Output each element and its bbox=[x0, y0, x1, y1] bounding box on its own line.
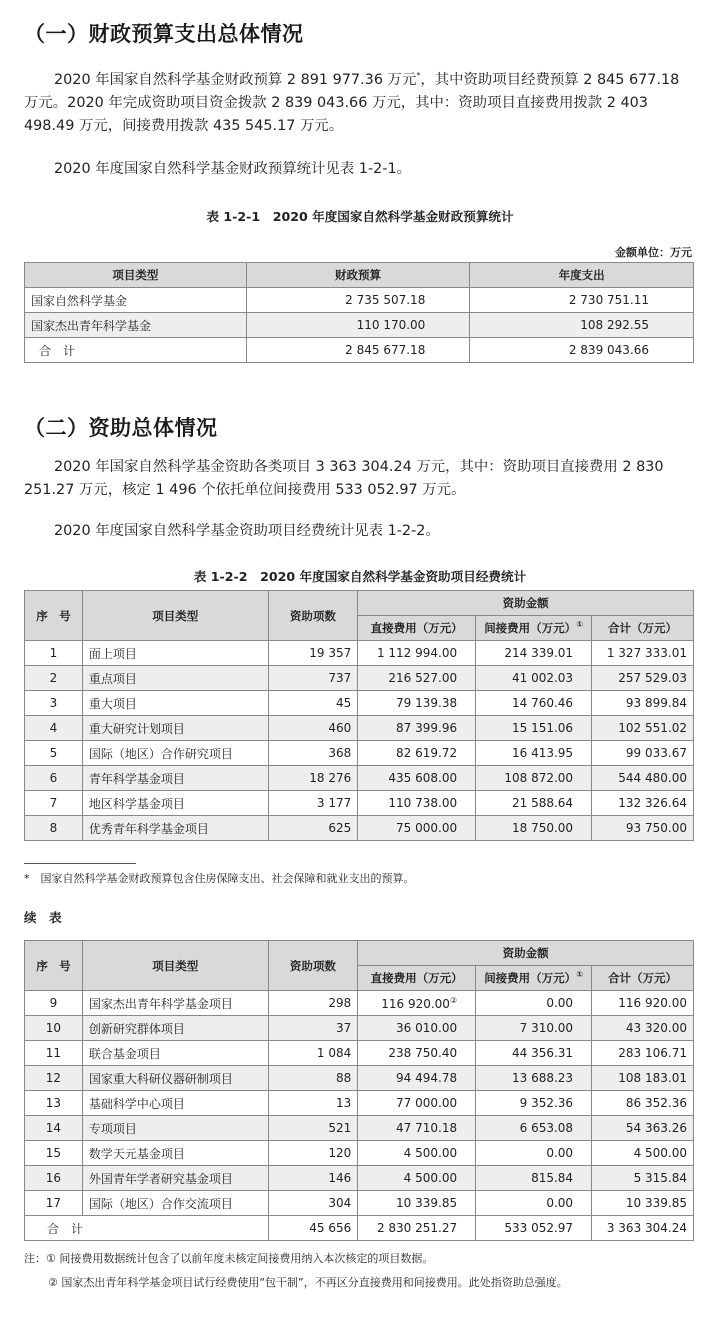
table-cell bbox=[592, 716, 694, 741]
table-cell bbox=[82, 1191, 268, 1216]
cell-value: 1 112 994.00 bbox=[376, 646, 458, 660]
cell-value: 99 033.67 bbox=[625, 746, 687, 760]
cell-value: 1 327 333.01 bbox=[606, 646, 687, 660]
cell-value: 16 413.95 bbox=[511, 746, 574, 760]
table-cell bbox=[82, 741, 268, 766]
table3-header-row bbox=[25, 941, 694, 966]
cell-value: 116 920.00 bbox=[618, 996, 687, 1010]
table-row bbox=[25, 1116, 694, 1141]
cell-value: 11 bbox=[45, 1046, 62, 1060]
cell-value: 10 339.85 bbox=[396, 1196, 458, 1210]
table-cell bbox=[25, 691, 83, 716]
table-cell bbox=[82, 1091, 268, 1116]
table-row bbox=[25, 766, 694, 791]
table1-header-spent: 年度支出 bbox=[470, 263, 694, 288]
table-cell bbox=[592, 1041, 694, 1066]
cell-value: 17 bbox=[45, 1196, 62, 1210]
cell-value: 7 bbox=[49, 796, 58, 810]
table-cell bbox=[268, 991, 358, 1016]
note-1: 注：① 间接费用数据统计包含了以前年度未核定间接费用纳入本次核定的项目数据。 bbox=[24, 1252, 434, 1265]
table2-header-indirect bbox=[476, 616, 592, 641]
table-cell bbox=[358, 716, 476, 741]
table1-header-type: 项目类型 bbox=[25, 263, 247, 288]
table-cell bbox=[25, 1191, 83, 1216]
table-row bbox=[25, 991, 694, 1016]
table-row bbox=[25, 791, 694, 816]
cell-value: 5 315.84 bbox=[633, 1171, 687, 1185]
cell-value: 21 588.64 bbox=[511, 796, 574, 810]
cell-value: 青年科学基金项目 bbox=[88, 771, 185, 786]
cell-value: 1 084 bbox=[316, 1046, 352, 1060]
table-row bbox=[25, 1191, 694, 1216]
cell-value: 0.00 bbox=[546, 996, 574, 1010]
table-cell bbox=[476, 991, 592, 1016]
table-cell bbox=[476, 766, 592, 791]
cell-value: 5 bbox=[49, 746, 58, 760]
cell-value: 82 619.72 bbox=[396, 746, 458, 760]
cell-value: 44 356.31 bbox=[511, 1046, 574, 1060]
table-cell bbox=[476, 1066, 592, 1091]
table-row bbox=[25, 1091, 694, 1116]
table3-header-count: 资助项数 bbox=[268, 941, 358, 991]
table2-continued bbox=[24, 940, 694, 1241]
table-cell bbox=[82, 1141, 268, 1166]
table-cell bbox=[82, 1016, 268, 1041]
cell-value: 创新研究群体项目 bbox=[88, 1021, 185, 1036]
table-row bbox=[25, 691, 694, 716]
paragraph-table-ref-2: 2020 年度国家自然科学基金资助项目经费统计见表 1-2-2。 bbox=[54, 523, 440, 539]
table1-cell: 110 170.00 bbox=[246, 313, 470, 338]
cell-value: 47 710.18 bbox=[396, 1121, 458, 1135]
table-row bbox=[25, 338, 694, 363]
note-2: ② 国家杰出青年科学基金项目试行经费使用“包干制”，不再区分直接费用和间接费用。此处指资助总强度。 bbox=[48, 1276, 568, 1289]
table-cell bbox=[268, 1066, 358, 1091]
cell-value: 75 000.00 bbox=[396, 821, 458, 835]
table-cell bbox=[592, 741, 694, 766]
cell-value: 110 738.00 bbox=[388, 796, 458, 810]
cell-value: 94 494.78 bbox=[396, 1071, 458, 1085]
table-cell bbox=[25, 1041, 83, 1066]
table-cell bbox=[592, 1116, 694, 1141]
table1-cell: 2 845 677.18 bbox=[246, 338, 470, 363]
footnote-star: * 国家自然科学基金财政预算包含住房保障支出、社会保障和就业支出的预算。 bbox=[24, 872, 415, 885]
cell-value: 460 bbox=[328, 721, 352, 735]
cell-value: 19 357 bbox=[309, 646, 352, 660]
cell-value: 132 326.64 bbox=[618, 796, 687, 810]
cell-value: 13 688.23 bbox=[511, 1071, 574, 1085]
cell-value: 43 320.00 bbox=[625, 1021, 687, 1035]
section-heading-funding: （二）资助总体情况 bbox=[24, 416, 218, 440]
cell-value: 优秀青年科学基金项目 bbox=[88, 821, 209, 836]
table-cell bbox=[82, 691, 268, 716]
cell-value: 1 bbox=[49, 646, 58, 660]
table-cell bbox=[476, 666, 592, 691]
table-cell bbox=[358, 1016, 476, 1041]
table-cell bbox=[592, 1016, 694, 1041]
table-cell bbox=[25, 666, 83, 691]
total-indirect: 533 052.97 bbox=[476, 1216, 592, 1241]
table-cell bbox=[358, 1141, 476, 1166]
table-row bbox=[25, 1041, 694, 1066]
table3-header-seq: 序 号 bbox=[25, 941, 83, 991]
paragraph-budget-summary bbox=[24, 64, 696, 138]
table1-cell: 108 292.55 bbox=[470, 313, 694, 338]
cell-value: 37 bbox=[335, 1021, 352, 1035]
table-row bbox=[25, 716, 694, 741]
table-cell bbox=[268, 1191, 358, 1216]
cell-value: 368 bbox=[328, 746, 352, 760]
table-cell bbox=[82, 1116, 268, 1141]
indirect-label: 间接费用（万元） bbox=[484, 971, 577, 985]
cell-value: 93 899.84 bbox=[625, 696, 687, 710]
cell-value: 重点项目 bbox=[88, 671, 137, 686]
table-row bbox=[25, 741, 694, 766]
table-cell bbox=[82, 816, 268, 841]
cell-value: 304 bbox=[328, 1196, 352, 1210]
table2-body bbox=[25, 641, 694, 841]
table-cell bbox=[82, 991, 268, 1016]
table2-caption: 表 1-2-2 2020 年度国家自然科学基金资助项目经费统计 bbox=[193, 569, 527, 584]
cell-value: 521 bbox=[328, 1121, 352, 1135]
table-cell bbox=[358, 641, 476, 666]
table-cell bbox=[82, 1041, 268, 1066]
table-cell bbox=[268, 641, 358, 666]
table1-budget bbox=[24, 262, 694, 363]
table2-header-row bbox=[25, 591, 694, 616]
table-cell bbox=[592, 1091, 694, 1116]
table3-header-type: 项目类型 bbox=[82, 941, 268, 991]
table-cell bbox=[476, 1041, 592, 1066]
table3-body bbox=[25, 991, 694, 1216]
table-cell bbox=[592, 1141, 694, 1166]
table1-cell: 2 735 507.18 bbox=[246, 288, 470, 313]
table-cell bbox=[592, 1166, 694, 1191]
cell-value: 专项项目 bbox=[88, 1121, 137, 1136]
cell-value: 13 bbox=[45, 1096, 62, 1110]
table-cell bbox=[592, 791, 694, 816]
table-cell bbox=[268, 691, 358, 716]
cell-value: 2 bbox=[49, 671, 58, 685]
table-cell bbox=[358, 741, 476, 766]
table-cell bbox=[358, 991, 476, 1016]
table-cell bbox=[358, 791, 476, 816]
table-cell bbox=[25, 1066, 83, 1091]
table-cell bbox=[82, 666, 268, 691]
cell-value: 国家杰出青年科学基金项目 bbox=[88, 996, 233, 1011]
table-cell bbox=[476, 1116, 592, 1141]
table2-header-count: 资助项数 bbox=[268, 591, 358, 641]
note-marker-1: ① bbox=[576, 970, 583, 980]
cell-value: 国际（地区）合作交流项目 bbox=[88, 1196, 233, 1211]
table-cell bbox=[592, 1066, 694, 1091]
cell-value: 数学天元基金项目 bbox=[88, 1146, 185, 1161]
cell-value: 87 399.96 bbox=[396, 721, 458, 735]
table-cell bbox=[476, 1141, 592, 1166]
paragraph-funding-summary: 2020 年国家自然科学基金资助各类项目 3 363 304.24 万元，其中：资助项目直接费用 2 830 251.27 万元，核定 1 496 个依托单位间接费用 533 052.97 万元。 bbox=[24, 459, 664, 498]
cell-value: 45 bbox=[335, 696, 352, 710]
table-cell bbox=[358, 1166, 476, 1191]
table-row bbox=[25, 1141, 694, 1166]
table-cell bbox=[476, 716, 592, 741]
cell-value: 18 750.00 bbox=[511, 821, 574, 835]
table-cell bbox=[268, 766, 358, 791]
table-cell bbox=[592, 766, 694, 791]
table-cell bbox=[358, 666, 476, 691]
table1-cell: 2 730 751.11 bbox=[470, 288, 694, 313]
table-cell bbox=[25, 1091, 83, 1116]
cell-value: 298 bbox=[328, 996, 352, 1010]
table-cell bbox=[592, 641, 694, 666]
cell-value: 重大研究计划项目 bbox=[88, 721, 185, 736]
table-cell bbox=[358, 766, 476, 791]
table-cell bbox=[25, 1141, 83, 1166]
cell-value: 0.00 bbox=[546, 1196, 574, 1210]
cell-value: 7 310.00 bbox=[519, 1021, 574, 1035]
cell-value: 737 bbox=[328, 671, 352, 685]
cell-value: 625 bbox=[328, 821, 352, 835]
table-row bbox=[25, 313, 694, 338]
table-cell bbox=[358, 1191, 476, 1216]
cell-value: 15 bbox=[45, 1146, 62, 1160]
cell-value: 外国青年学者研究基金项目 bbox=[88, 1171, 233, 1186]
cell-value: 重大项目 bbox=[88, 696, 137, 711]
cell-value: 8 bbox=[49, 821, 58, 835]
total-direct: 2 830 251.27 bbox=[358, 1216, 476, 1241]
cell-value: 36 010.00 bbox=[396, 1021, 458, 1035]
table1-cell: 国家自然科学基金 bbox=[25, 288, 247, 313]
cell-value: 4 500.00 bbox=[403, 1146, 458, 1160]
table-cell bbox=[268, 1091, 358, 1116]
cell-value: 54 363.26 bbox=[625, 1121, 687, 1135]
table-cell bbox=[268, 1016, 358, 1041]
table1-cell: 国家杰出青年科学基金 bbox=[25, 313, 247, 338]
table-cell bbox=[476, 741, 592, 766]
footnote-marker-star: * bbox=[416, 71, 421, 80]
table-cell bbox=[358, 816, 476, 841]
table-cell bbox=[25, 791, 83, 816]
table-cell bbox=[82, 641, 268, 666]
table-cell bbox=[25, 1016, 83, 1041]
cell-value: 4 500.00 bbox=[633, 1146, 687, 1160]
cell-value: 基础科学中心项目 bbox=[88, 1096, 185, 1111]
table-cell bbox=[82, 716, 268, 741]
note-marker-1: ① bbox=[576, 620, 583, 630]
table3-header-direct: 直接费用（万元） bbox=[358, 966, 476, 991]
cell-value: 257 529.03 bbox=[618, 671, 687, 685]
table-cell bbox=[476, 1166, 592, 1191]
table-row bbox=[25, 666, 694, 691]
table3-header-total: 合计（万元） bbox=[592, 966, 694, 991]
table-cell bbox=[268, 1116, 358, 1141]
cell-value: 10 bbox=[45, 1021, 62, 1035]
table-cell bbox=[268, 1166, 358, 1191]
table1-header-row bbox=[25, 263, 694, 288]
table-row bbox=[25, 1016, 694, 1041]
table2-header-total: 合计（万元） bbox=[592, 616, 694, 641]
cell-value: 国际（地区）合作研究项目 bbox=[88, 746, 233, 761]
table-cell bbox=[476, 1016, 592, 1041]
cell-value: 544 480.00 bbox=[618, 771, 687, 785]
table-cell bbox=[476, 816, 592, 841]
total-label: 合 计 bbox=[25, 1216, 269, 1241]
table-cell bbox=[592, 1191, 694, 1216]
table-cell bbox=[82, 791, 268, 816]
table-cell bbox=[25, 741, 83, 766]
cell-value: 10 339.85 bbox=[625, 1196, 687, 1210]
cell-value: 13 bbox=[335, 1096, 352, 1110]
table1-unit: 金额单位：万元 bbox=[615, 246, 692, 259]
note-marker-2: ② bbox=[449, 995, 458, 1005]
cell-value: 435 608.00 bbox=[388, 771, 458, 785]
table1-cell: 合 计 bbox=[25, 338, 247, 363]
cell-value: 面上项目 bbox=[88, 646, 137, 661]
cell-value: 108 872.00 bbox=[504, 771, 574, 785]
cell-value: 214 339.01 bbox=[504, 646, 574, 660]
table2-header-seq: 序 号 bbox=[25, 591, 83, 641]
table-cell bbox=[476, 691, 592, 716]
cell-value: 地区科学基金项目 bbox=[88, 796, 185, 811]
table-cell bbox=[82, 1066, 268, 1091]
table-cell bbox=[476, 1091, 592, 1116]
table3-header-indirect bbox=[476, 966, 592, 991]
cell-value: 238 750.40 bbox=[388, 1046, 458, 1060]
table3-header-amount: 资助金额 bbox=[358, 941, 694, 966]
table-cell bbox=[358, 691, 476, 716]
cell-value: 3 177 bbox=[316, 796, 352, 810]
cell-value: 0.00 bbox=[546, 1146, 574, 1160]
table-cell bbox=[358, 1066, 476, 1091]
total-count: 45 656 bbox=[268, 1216, 358, 1241]
table2-funding bbox=[24, 590, 694, 841]
table-cell bbox=[268, 816, 358, 841]
table-cell bbox=[268, 741, 358, 766]
table-cell bbox=[25, 1166, 83, 1191]
table-cell bbox=[25, 991, 83, 1016]
cell-value: 815.84 bbox=[531, 1171, 574, 1185]
cell-value: 116 920.00 bbox=[381, 996, 450, 1011]
table-cell bbox=[476, 791, 592, 816]
table-cell bbox=[25, 1116, 83, 1141]
cell-value: 14 bbox=[45, 1121, 62, 1135]
table-cell bbox=[25, 816, 83, 841]
budget-text-a: 2020 年国家自然科学基金财政预算 2 891 977.36 万元 bbox=[54, 71, 417, 88]
cell-value: 79 139.38 bbox=[396, 696, 458, 710]
paragraph-table-ref-1: 2020 年度国家自然科学基金财政预算统计见表 1-2-1。 bbox=[54, 161, 412, 177]
cell-value: 联合基金项目 bbox=[88, 1046, 161, 1061]
cell-value: 88 bbox=[335, 1071, 352, 1085]
cell-value: 15 151.06 bbox=[511, 721, 574, 735]
table-cell bbox=[25, 766, 83, 791]
cell-value: 9 352.36 bbox=[519, 1096, 574, 1110]
table-cell bbox=[268, 666, 358, 691]
table-cell bbox=[592, 691, 694, 716]
table3-total-row bbox=[25, 1216, 694, 1241]
table2-header-amount: 资助金额 bbox=[358, 591, 694, 616]
cell-value: 国家重大科研仪器研制项目 bbox=[88, 1071, 233, 1086]
table-cell bbox=[592, 666, 694, 691]
continued-label: 续 表 bbox=[24, 910, 62, 925]
table-cell bbox=[592, 991, 694, 1016]
cell-value: 3 bbox=[49, 696, 58, 710]
table-cell bbox=[592, 816, 694, 841]
cell-value: 102 551.02 bbox=[618, 721, 687, 735]
cell-value: 14 760.46 bbox=[511, 696, 574, 710]
cell-value: 4 500.00 bbox=[403, 1171, 458, 1185]
cell-value: 108 183.01 bbox=[618, 1071, 687, 1085]
table-cell bbox=[476, 1191, 592, 1216]
table-row bbox=[25, 1166, 694, 1191]
cell-value: 6 653.08 bbox=[519, 1121, 574, 1135]
cell-value: 93 750.00 bbox=[625, 821, 687, 835]
table1-header-budget: 财政预算 bbox=[246, 263, 470, 288]
table2-header-direct: 直接费用（万元） bbox=[358, 616, 476, 641]
budget-text-b: ，其中资助项目经费预算 2 845 677.18 万元。2020 年完成资助项目资金拨款 2 839 043.66 万元，其中：资助项目直接费用拨款 2 403 498.49 万元，间接费用拨款 435 545.17 万元。 bbox=[24, 71, 680, 134]
cell-value: 12 bbox=[45, 1071, 62, 1085]
cell-value: 18 276 bbox=[309, 771, 352, 785]
section-heading-budget: （一）财政预算支出总体情况 bbox=[24, 22, 304, 46]
cell-value: 86 352.36 bbox=[625, 1096, 687, 1110]
table1-cell: 2 839 043.66 bbox=[470, 338, 694, 363]
cell-value: 146 bbox=[328, 1171, 352, 1185]
table-cell bbox=[268, 1041, 358, 1066]
table-cell bbox=[82, 1166, 268, 1191]
table-row bbox=[25, 816, 694, 841]
table-cell bbox=[82, 766, 268, 791]
table-cell bbox=[25, 716, 83, 741]
cell-value: 16 bbox=[45, 1171, 62, 1185]
cell-value: 41 002.03 bbox=[511, 671, 574, 685]
table-cell bbox=[268, 791, 358, 816]
table-row bbox=[25, 1066, 694, 1091]
table-cell bbox=[358, 1116, 476, 1141]
cell-value: 77 000.00 bbox=[396, 1096, 458, 1110]
cell-value: 216 527.00 bbox=[388, 671, 458, 685]
footnote-rule bbox=[24, 863, 136, 864]
table-cell bbox=[268, 716, 358, 741]
table2-header-type: 项目类型 bbox=[82, 591, 268, 641]
total-sum: 3 363 304.24 bbox=[592, 1216, 694, 1241]
indirect-label: 间接费用（万元） bbox=[484, 621, 577, 635]
table-row bbox=[25, 641, 694, 666]
table1-caption: 表 1-2-1 2020 年度国家自然科学基金财政预算统计 bbox=[206, 209, 514, 224]
cell-value: 4 bbox=[49, 721, 58, 735]
cell-value: 6 bbox=[49, 771, 58, 785]
table-row bbox=[25, 288, 694, 313]
cell-value: 120 bbox=[328, 1146, 352, 1160]
table-cell bbox=[358, 1041, 476, 1066]
table-cell bbox=[476, 641, 592, 666]
table-cell bbox=[25, 641, 83, 666]
table-cell bbox=[358, 1091, 476, 1116]
cell-value: 283 106.71 bbox=[618, 1046, 687, 1060]
table-cell bbox=[268, 1141, 358, 1166]
cell-value: 9 bbox=[49, 996, 58, 1010]
